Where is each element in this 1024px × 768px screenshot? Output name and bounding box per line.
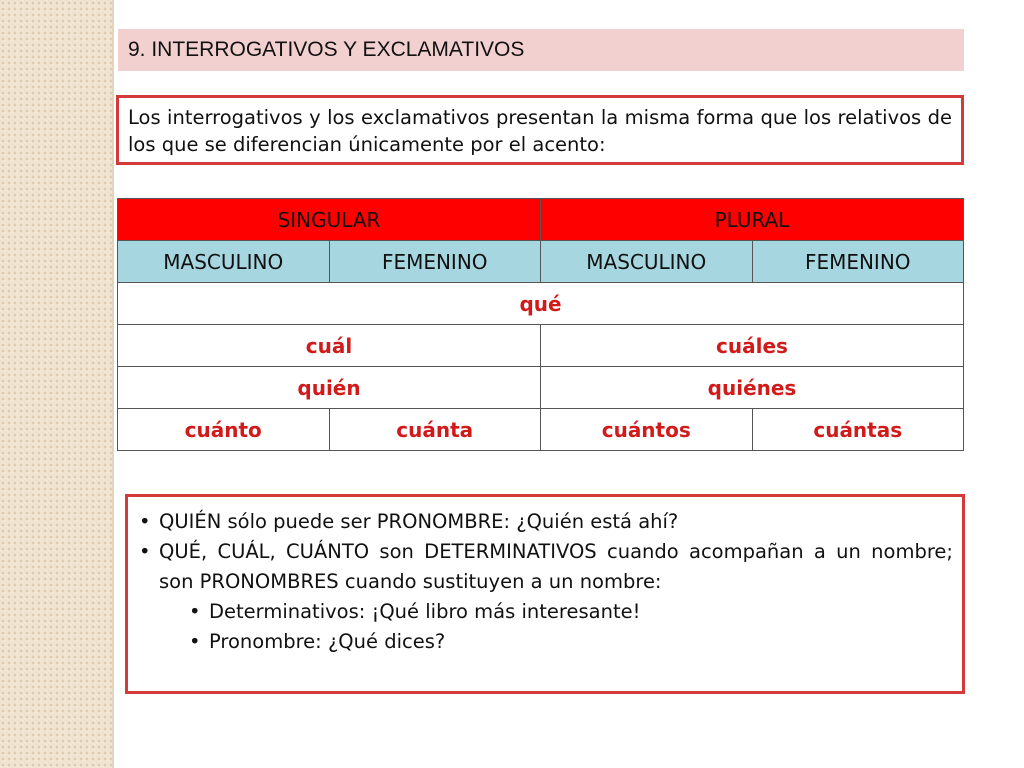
gender-header-row xyxy=(118,241,964,283)
table-row-cual xyxy=(118,325,964,367)
header-plural: PLURAL xyxy=(541,199,964,241)
cell-cuanta: cuánta xyxy=(329,409,541,451)
cell-quienes: quiénes xyxy=(541,367,964,409)
note-que-cual-cuanto: • QUÉ, CUÁL, CUÁNTO son DETERMINATIVOS cuando acompañan a un nombre; son PRONOMBRES cuando sustituyen a un nombre: xyxy=(137,537,953,597)
slide-title: 9. INTERROGATIVOS Y EXCLAMATIVOS xyxy=(118,29,964,71)
intro-text-box xyxy=(116,95,964,165)
notes-box xyxy=(125,494,965,694)
header-singular: SINGULAR xyxy=(118,199,541,241)
header-feminine-plural: FEMENINO xyxy=(752,241,964,283)
note-quien: • QUIÉN sólo puede ser PRONOMBRE: ¿Quién está ahí? xyxy=(137,507,953,537)
decorative-side-strip xyxy=(0,0,114,768)
cell-que: qué xyxy=(118,283,964,325)
table-row-que xyxy=(118,283,964,325)
number-header-row xyxy=(118,199,964,241)
cell-quien: quién xyxy=(118,367,541,409)
note-example-determinativos: • Determinativos: ¡Qué libro más interesante! xyxy=(137,597,953,627)
cell-cual: cuál xyxy=(118,325,541,367)
table-row-cuanto xyxy=(118,409,964,451)
notes-list xyxy=(137,507,953,657)
pronoun-table xyxy=(117,198,964,451)
cell-cuanto: cuánto xyxy=(118,409,330,451)
header-masculine-plural: MASCULINO xyxy=(541,241,753,283)
header-feminine-singular: FEMENINO xyxy=(329,241,541,283)
intro-text: Los interrogativos y los exclamativos presentan la misma forma que los relativos de los que se diferencian únicamente por el acento: xyxy=(128,106,952,156)
cell-cuantos: cuántos xyxy=(541,409,753,451)
table-row-quien xyxy=(118,367,964,409)
note-example-pronombre: • Pronombre: ¿Qué dices? xyxy=(137,627,953,657)
header-masculine-singular: MASCULINO xyxy=(118,241,330,283)
cell-cuantas: cuántas xyxy=(752,409,964,451)
cell-cuales: cuáles xyxy=(541,325,964,367)
